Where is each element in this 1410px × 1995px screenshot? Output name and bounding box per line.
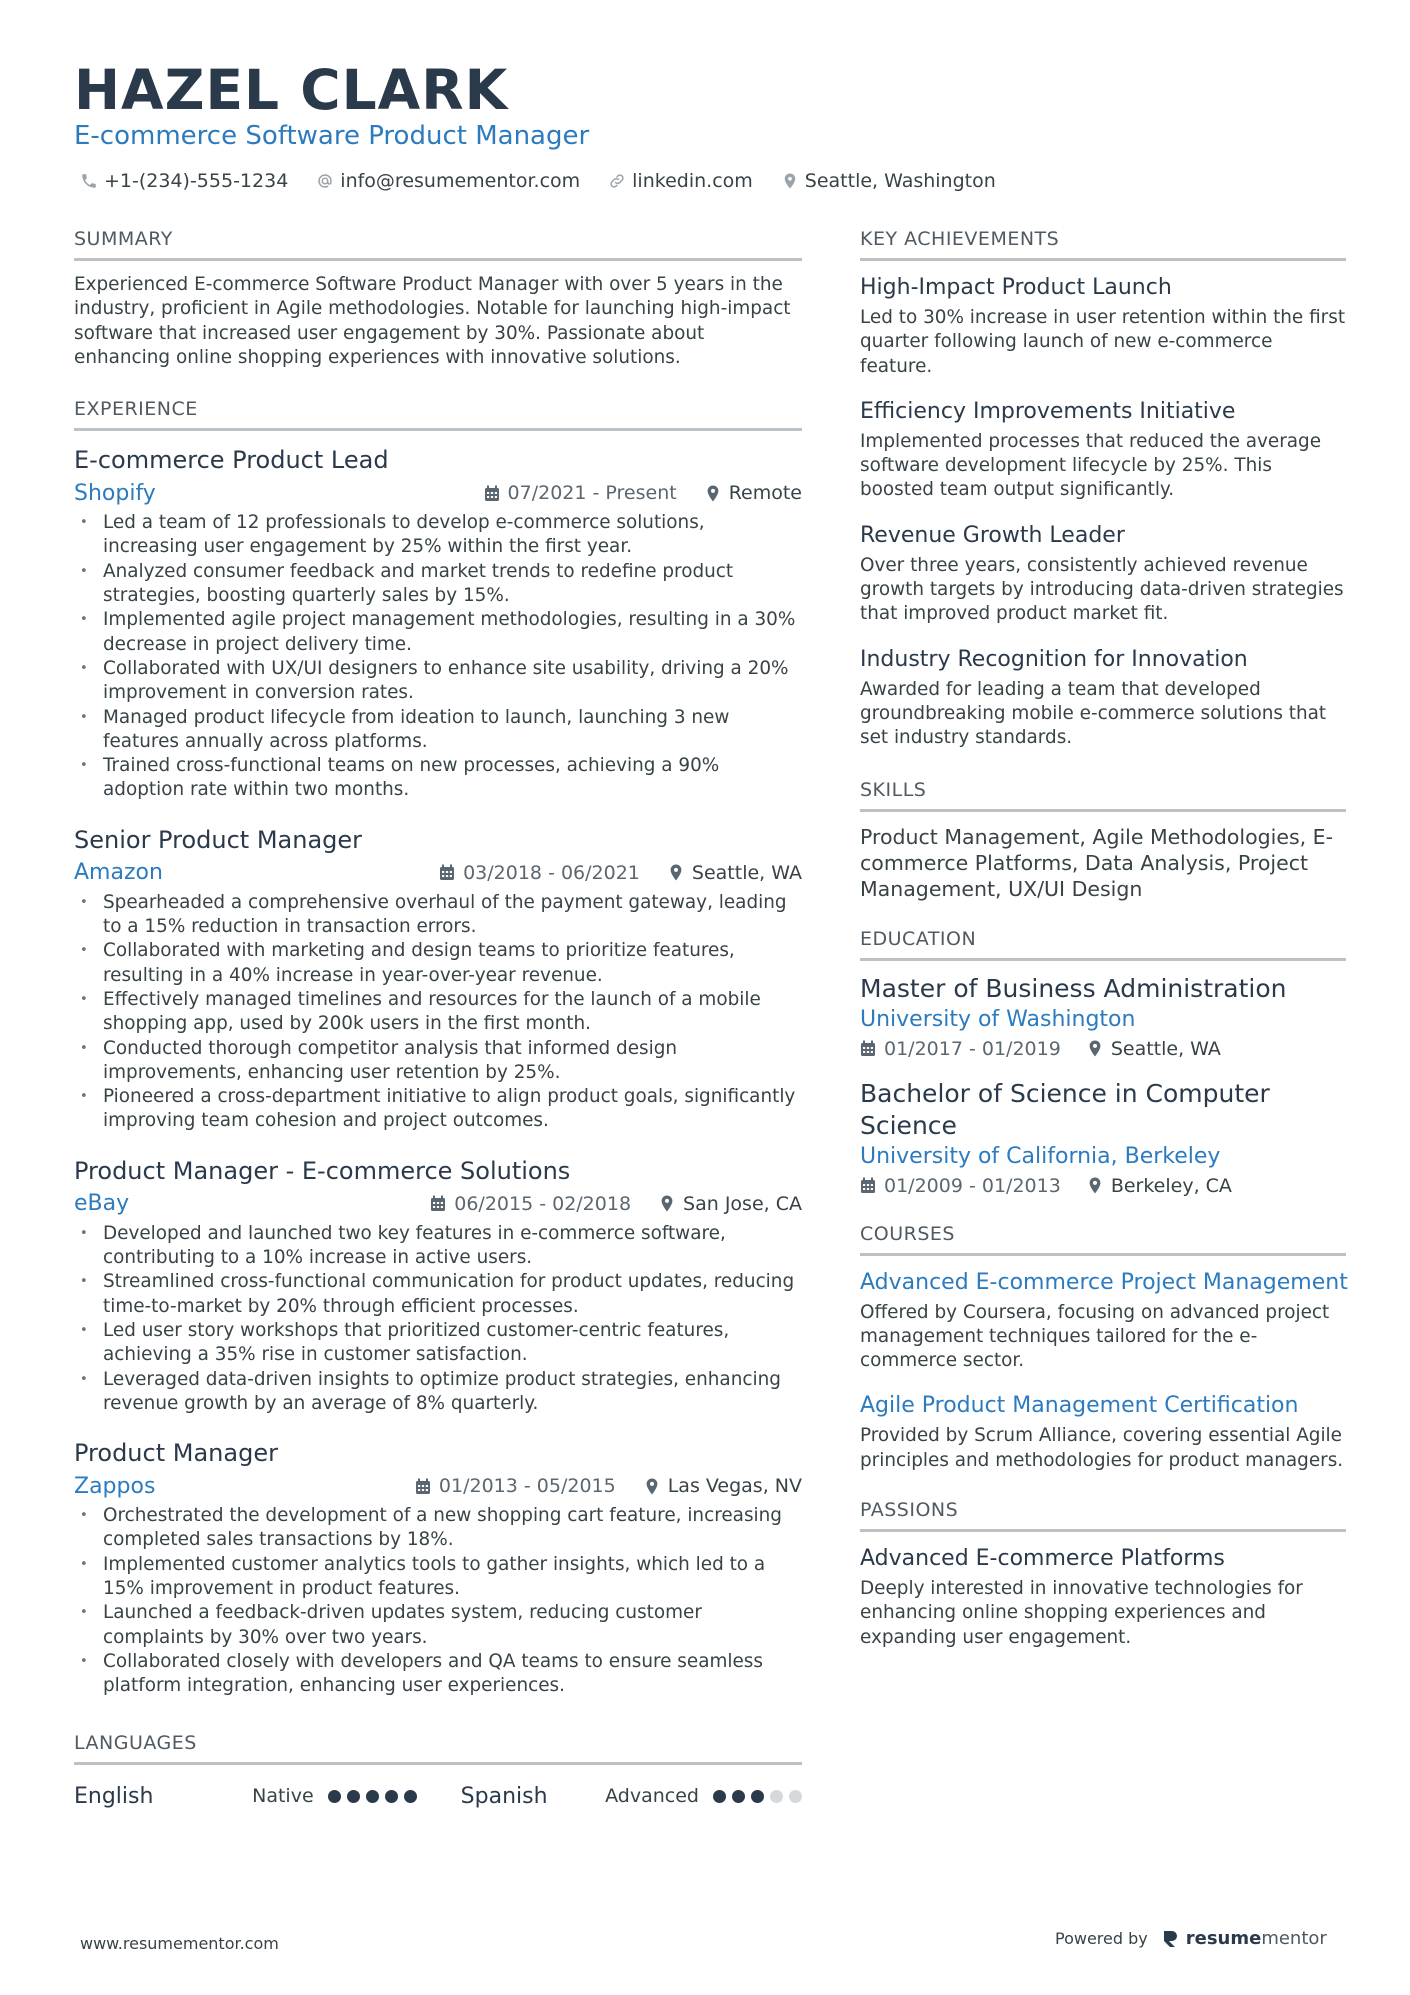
job-dates-text: 07/2021 - Present	[507, 482, 677, 505]
job-dates-text: 06/2015 - 02/2018	[454, 1192, 632, 1215]
school-name: University of Washington	[860, 1006, 1136, 1032]
level-dot	[751, 1790, 764, 1803]
education-section	[860, 928, 1346, 1197]
at-sign-icon	[316, 172, 334, 190]
course-title: Agile Product Management Certification	[860, 1393, 1299, 1419]
job-bullets	[74, 511, 802, 803]
job-list	[74, 445, 802, 1698]
languages-heading: LANGUAGES	[74, 1732, 802, 1765]
achievement-desc: Implemented processes that reduced the average software development lifecycle by 25%. This boosted team output significantly.	[860, 430, 1322, 501]
bullet-item: • Collaborated closely with developers and QA teams to ensure seamless platform integration, enhancing user experiences.	[74, 1650, 802, 1699]
candidate-role: E-commerce Software Product Manager	[74, 121, 590, 151]
education-location	[1087, 1175, 1232, 1197]
level-dot	[328, 1790, 341, 1803]
calendar-icon	[430, 1195, 446, 1212]
footer-website[interactable]: www.resumementor.com	[80, 1934, 279, 1953]
language-name: English	[74, 1783, 154, 1809]
education-location	[1087, 1038, 1221, 1060]
level-dot	[732, 1790, 745, 1803]
location-pin-icon	[668, 864, 684, 881]
bullet-item: • Led user story workshops that prioritized customer-centric features, achieving a 35% rise in customer satisfaction.	[74, 1319, 802, 1368]
calendar-icon	[484, 485, 500, 502]
contact-location	[781, 170, 996, 192]
achievement-item	[860, 397, 1346, 503]
education-item	[860, 1078, 1346, 1197]
bullet-item: • Leveraged data-driven insights to optimize product strategies, enhancing revenue growth by an average of 8% quarterly.	[74, 1368, 802, 1417]
language-level-dots	[328, 1790, 417, 1803]
education-meta	[860, 1175, 1346, 1197]
calendar-icon	[415, 1478, 431, 1495]
contact-phone[interactable]	[80, 170, 288, 192]
brand-bold: resume	[1185, 1928, 1262, 1949]
passion-list	[860, 1544, 1346, 1650]
bullet-item: • Orchestrated the development of a new shopping cart feature, increasing completed sales transactions by 18%.	[74, 1504, 802, 1553]
job-location-text: Remote	[728, 482, 802, 505]
education-location-text: Seattle, WA	[1110, 1037, 1221, 1060]
location-pin-icon	[705, 485, 721, 502]
achievement-item	[860, 273, 1346, 379]
job-meta-right	[415, 1475, 802, 1497]
degree-title: Bachelor of Science in Computer Science	[860, 1078, 1270, 1140]
bullet-item: • Developed and launched two key features in e-commerce software, contributing to a 10% increase in active users.	[74, 1222, 802, 1271]
job-location	[705, 482, 802, 504]
course-item	[860, 1391, 1346, 1473]
company-name: Amazon	[74, 860, 163, 886]
job-title: Senior Product Manager	[74, 825, 363, 854]
bullet-item: • Collaborated with UX/UI designers to enhance site usability, driving a 20% improvement in conversion rates.	[74, 657, 802, 706]
summary-text: Experienced E-commerce Software Product Manager with over 5 years in the industry, proficient in Agile methodologies. Notable for launching high-impact software that increased user engagement by 30%. Passionate about enhancing online shopping experiences with innovative solutions.	[74, 274, 791, 368]
achievements-heading: KEY ACHIEVEMENTS	[860, 228, 1346, 261]
bullet-item: • Implemented agile project management methodologies, resulting in a 30% decrease in project delivery time.	[74, 608, 802, 657]
education-location-text: Berkeley, CA	[1110, 1174, 1232, 1197]
achievement-title: Efficiency Improvements Initiative	[860, 398, 1236, 424]
candidate-name: HAZEL CLARK	[74, 58, 509, 122]
job-dates-text: 03/2018 - 06/2021	[463, 861, 640, 884]
achievement-item	[860, 645, 1346, 751]
location-pin-icon	[1087, 1177, 1103, 1194]
passion-item	[860, 1544, 1346, 1650]
bullet-item: • Trained cross-functional teams on new processes, achieving a 90% adoption rate within two months.	[74, 754, 802, 803]
school-name: University of California, Berkeley	[860, 1143, 1221, 1169]
experience-section	[74, 398, 802, 1698]
bullet-item: • Led a team of 12 professionals to develop e-commerce solutions, increasing user engagement by 25% within the first year.	[74, 511, 802, 560]
calendar-icon	[860, 1040, 876, 1057]
job-bullets	[74, 1504, 802, 1698]
phone-text: +1-(234)-555-1234	[104, 170, 289, 192]
education-dates	[860, 1175, 1061, 1197]
powered-by-text: Powered by	[1055, 1929, 1148, 1948]
calendar-icon	[860, 1177, 876, 1194]
skills-text: Product Management, Agile Methodologies, E-commerce Platforms, Data Analysis, Project Management, UX/UI Design	[860, 824, 1334, 901]
language-level-dots	[713, 1790, 802, 1803]
job-dates	[439, 862, 640, 884]
right-column	[860, 228, 1346, 1676]
job-entry	[74, 1156, 802, 1416]
bullet-item: • Collaborated with marketing and design teams to prioritize features, resulting in a 40% increase in year-over-year revenue.	[74, 939, 802, 988]
bullet-item: • Analyzed consumer feedback and market trends to redefine product strategies, boosting quarterly sales by 15%.	[74, 560, 802, 609]
level-dot	[347, 1790, 360, 1803]
course-title: Advanced E-commerce Project Management	[860, 1269, 1348, 1295]
courses-section	[860, 1223, 1346, 1473]
passion-desc: Deeply interested in innovative technologies for enhancing online shopping experiences and expanding user engagement.	[860, 1578, 1303, 1648]
level-dot	[713, 1790, 726, 1803]
bullet-item: • Conducted thorough competitor analysis that informed design improvements, enhancing user retention by 25%.	[74, 1037, 802, 1086]
job-meta-right	[484, 482, 802, 504]
job-bullets	[74, 891, 802, 1134]
linkedin-text: linkedin.com	[632, 170, 753, 192]
achievement-desc: Awarded for leading a team that developed groundbreaking mobile e-commerce solutions that set industry standards.	[860, 678, 1327, 749]
job-location-text: San Jose, CA	[683, 1192, 802, 1215]
job-meta	[74, 479, 802, 507]
resumementor-logo-icon	[1162, 1929, 1180, 1949]
education-item	[860, 973, 1346, 1060]
bullet-item: • Implemented customer analytics tools to gather insights, which led to a 15% improvement in product features.	[74, 1553, 802, 1602]
job-title: Product Manager	[74, 1439, 278, 1468]
language-level: Native	[252, 1785, 314, 1808]
location-pin-icon	[644, 1478, 660, 1495]
job-meta-right	[430, 1193, 802, 1215]
contact-linkedin[interactable]	[608, 170, 753, 192]
job-meta	[74, 1190, 802, 1218]
job-dates-text: 01/2013 - 05/2015	[438, 1475, 616, 1498]
job-entry	[74, 1438, 802, 1698]
link-icon	[608, 172, 626, 190]
location-pin-icon	[659, 1195, 675, 1212]
job-entry	[74, 825, 802, 1134]
contact-email[interactable]	[316, 170, 580, 192]
company-name: Shopify	[74, 480, 156, 506]
experience-heading: EXPERIENCE	[74, 398, 802, 431]
courses-heading: COURSES	[860, 1223, 1346, 1256]
language-level: Advanced	[605, 1785, 699, 1808]
job-meta	[74, 859, 802, 887]
level-dot	[385, 1790, 398, 1803]
level-dot	[789, 1790, 802, 1803]
company-name: eBay	[74, 1191, 130, 1217]
achievement-list	[860, 273, 1346, 751]
job-title: Product Manager - E-commerce Solutions	[74, 1156, 571, 1185]
achievement-title: High-Impact Product Launch	[860, 275, 1172, 300]
job-dates	[484, 482, 677, 504]
education-meta	[860, 1038, 1346, 1060]
course-desc: Provided by Scrum Alliance, covering essential Agile principles and methodologies for product managers.	[860, 1425, 1344, 1471]
course-desc: Offered by Coursera, focusing on advanced project management techniques tailored for the e-commerce sector.	[860, 1301, 1330, 1372]
level-dot	[770, 1790, 783, 1803]
job-meta	[74, 1472, 802, 1500]
skills-heading: SKILLS	[860, 779, 1346, 812]
job-bullets	[74, 1222, 802, 1416]
footer-branding	[1055, 1928, 1327, 1949]
course-item	[860, 1268, 1346, 1374]
language-name: Spanish	[460, 1783, 548, 1809]
phone-icon	[80, 172, 98, 190]
achievement-title: Revenue Growth Leader	[860, 522, 1125, 548]
summary-heading: SUMMARY	[74, 228, 802, 261]
achievement-desc: Over three years, consistently achieved revenue growth targets by introducing data-driven strategies that improved product market fit.	[860, 554, 1344, 625]
brand-light: mentor	[1261, 1928, 1327, 1949]
passions-heading: PASSIONS	[860, 1499, 1346, 1532]
course-list	[860, 1268, 1346, 1473]
resumementor-logo[interactable]	[1162, 1928, 1327, 1949]
skills-section	[860, 779, 1346, 902]
job-location	[668, 862, 802, 884]
bullet-item: • Effectively managed timelines and resources for the launch of a mobile shopping app, used by 200k users in the first month.	[74, 988, 802, 1037]
bullet-item: • Launched a feedback-driven updates system, reducing customer complaints by 30% over two years.	[74, 1601, 802, 1650]
job-location-text: Las Vegas, NV	[667, 1475, 802, 1498]
languages-section	[74, 1732, 802, 1813]
degree-title: Master of Business Administration	[860, 973, 1287, 1003]
education-dates	[860, 1038, 1061, 1060]
job-entry	[74, 445, 802, 803]
job-meta-right	[439, 862, 802, 884]
job-location	[644, 1475, 802, 1497]
contact-bar	[80, 170, 996, 192]
passions-section	[860, 1499, 1346, 1650]
level-dot	[366, 1790, 379, 1803]
education-dates-text: 01/2017 - 01/2019	[884, 1037, 1061, 1060]
bullet-item: • Spearheaded a comprehensive overhaul of the payment gateway, leading to a 15% reduction in transaction errors.	[74, 891, 802, 940]
location-pin-icon	[781, 172, 799, 190]
job-location-text: Seattle, WA	[691, 861, 802, 884]
achievement-item	[860, 521, 1346, 627]
bullet-item: • Managed product lifecycle from ideation to launch, launching 3 new features annually across platforms.	[74, 706, 802, 755]
email-text: info@resumementor.com	[340, 170, 581, 192]
bullet-item: • Streamlined cross-functional communication for product updates, reducing time-to-market by 20% through efficient processes.	[74, 1270, 802, 1319]
achievements-section	[860, 228, 1346, 751]
education-list	[860, 973, 1346, 1197]
education-heading: EDUCATION	[860, 928, 1346, 961]
achievement-title: Industry Recognition for Innovation	[860, 646, 1248, 672]
location-text: Seattle, Washington	[804, 170, 996, 192]
bullet-item: • Pioneered a cross-department initiative to align product goals, significantly improving team cohesion and project outcomes.	[74, 1085, 802, 1134]
job-dates	[430, 1193, 631, 1215]
level-dot	[404, 1790, 417, 1803]
language-row	[74, 1779, 802, 1813]
calendar-icon	[439, 864, 455, 881]
passion-title: Advanced E-commerce Platforms	[860, 1546, 1225, 1572]
job-location	[659, 1193, 802, 1215]
company-name: Zappos	[74, 1473, 156, 1499]
education-dates-text: 01/2009 - 01/2013	[884, 1174, 1061, 1197]
achievement-desc: Led to 30% increase in user retention within the first quarter following launch of new e-commerce feature.	[860, 307, 1346, 377]
location-pin-icon	[1087, 1040, 1103, 1057]
summary-section	[74, 228, 802, 370]
job-dates	[415, 1475, 616, 1497]
job-title: E-commerce Product Lead	[74, 446, 389, 475]
left-column	[74, 228, 802, 1839]
